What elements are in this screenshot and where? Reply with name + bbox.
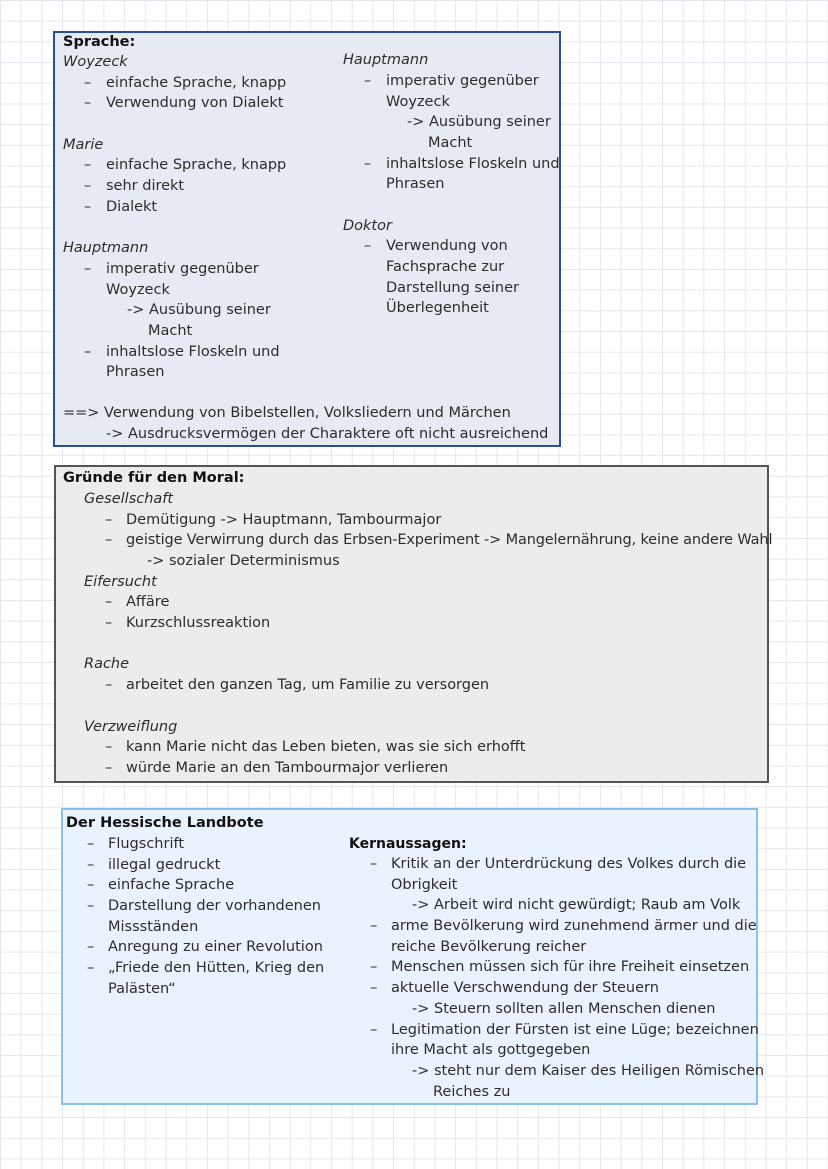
dash: – <box>84 95 92 111</box>
list-item: einfache Sprache <box>108 877 235 893</box>
conclusion: ==> Verwendung von Bibelstellen, Volksliedern und Märchen <box>63 405 511 421</box>
dash: – <box>84 261 92 277</box>
list-item: inhaltslose Floskeln und <box>386 156 560 172</box>
dash: – <box>84 75 92 91</box>
dash: – <box>87 857 95 873</box>
list-item: sehr direkt <box>106 178 185 194</box>
dash: – <box>370 980 378 996</box>
dash: – <box>87 960 95 976</box>
arrow-item-cont: Macht <box>148 323 193 339</box>
dash: – <box>105 760 113 776</box>
landbote-heading: Der Hessische Landbote <box>66 815 264 831</box>
arrow-item: -> Ausübung seiner <box>127 302 271 318</box>
list-item: „Friede den Hütten, Krieg den <box>108 960 325 976</box>
dash: – <box>105 512 113 528</box>
dash: – <box>370 959 378 975</box>
list-item: Legitimation der Fürsten ist eine Lüge; bezeichnen <box>391 1022 759 1038</box>
list-item: geistige Verwirrung durch das Erbsen-Experiment -> Mangelernährung, keine andere Wahl <box>126 532 773 548</box>
arrow-item: -> Ausübung seiner <box>407 114 551 130</box>
arrow-item-cont: Macht <box>428 135 473 151</box>
dash: – <box>364 73 372 89</box>
verzweiflung-title: Verzweiflung <box>84 719 178 735</box>
list-item: Anregung zu einer Revolution <box>108 939 323 955</box>
list-item: imperativ gegenüber <box>386 73 539 89</box>
list-item: einfache Sprache, knapp <box>106 157 287 173</box>
list-item: imperativ gegenüber <box>106 261 259 277</box>
dash: – <box>84 199 92 215</box>
list-item-cont: Palästen“ <box>108 981 176 997</box>
list-item-cont: Obrigkeit <box>391 877 458 893</box>
dash: – <box>105 677 113 693</box>
gruende-heading: Gründe für den Moral: <box>63 470 245 486</box>
woyzeck-title: Woyzeck <box>63 54 128 70</box>
dash: – <box>84 178 92 194</box>
list-item-cont: Missständen <box>108 919 199 935</box>
dash: – <box>370 1022 378 1038</box>
list-item: Darstellung der vorhandenen <box>108 898 321 914</box>
list-item: Dialekt <box>106 199 158 215</box>
list-item: Verwendung von <box>386 238 508 254</box>
dash: – <box>370 918 378 934</box>
hauptmann-title: Hauptmann <box>63 240 149 256</box>
list-item: aktuelle Verschwendung der Steuern <box>391 980 659 996</box>
list-item: arme Bevölkerung wird zunehmend ärmer und die <box>391 918 757 934</box>
kernaussagen-title: Kernaussagen: <box>349 836 467 852</box>
list-item-cont: Phrasen <box>106 364 165 380</box>
conclusion-sub: -> Ausdrucksvermögen der Charaktere oft nicht ausreichend <box>106 426 549 442</box>
list-item-cont: Darstellung seiner <box>386 280 519 296</box>
dash: – <box>87 898 95 914</box>
list-item: Flugschrift <box>108 836 185 852</box>
arrow-item: -> sozialer Determinismus <box>147 553 340 569</box>
dash: – <box>364 238 372 254</box>
arrow-item: -> Arbeit wird nicht gewürdigt; Raub am Volk <box>412 897 741 913</box>
list-item: Demütigung -> Hauptmann, Tambourmajor <box>126 512 442 528</box>
arrow-item: -> steht nur dem Kaiser des Heiligen Römischen <box>412 1063 765 1079</box>
list-item: inhaltslose Floskeln und <box>106 344 280 360</box>
list-item: illegal gedruckt <box>108 857 221 873</box>
dash: – <box>370 856 378 872</box>
eifersucht-title: Eifersucht <box>84 574 157 590</box>
dash: – <box>105 615 113 631</box>
list-item: würde Marie an den Tambourmajor verlieren <box>126 760 449 776</box>
list-item: Kurzschlussreaktion <box>126 615 271 631</box>
marie-title: Marie <box>63 137 104 153</box>
list-item-cont: Phrasen <box>386 176 445 192</box>
list-item-cont: ihre Macht als gottgegeben <box>391 1042 591 1058</box>
list-item: kann Marie nicht das Leben bieten, was sie sich erhofft <box>126 739 526 755</box>
dash: – <box>84 344 92 360</box>
dash: – <box>105 594 113 610</box>
arrow-item-cont: Reiches zu <box>433 1084 511 1100</box>
dash: – <box>87 939 95 955</box>
list-item: Affäre <box>126 594 170 610</box>
list-item: Verwendung von Dialekt <box>106 95 284 111</box>
dash: – <box>84 157 92 173</box>
list-item-cont: Überlegenheit <box>386 300 489 316</box>
dash: – <box>364 156 372 172</box>
dash: – <box>87 877 95 893</box>
list-item-cont: Fachsprache zur <box>386 259 505 275</box>
rache-title: Rache <box>84 656 130 672</box>
list-item: einfache Sprache, knapp <box>106 75 287 91</box>
gesellschaft-title: Gesellschaft <box>84 491 174 507</box>
dash: – <box>105 532 113 548</box>
list-item: Kritik an der Unterdrückung des Volkes durch die <box>391 856 747 872</box>
list-item: arbeitet den ganzen Tag, um Familie zu versorgen <box>126 677 490 693</box>
list-item-cont: Woyzeck <box>386 94 450 110</box>
arrow-item: -> Steuern sollten allen Menschen dienen <box>412 1001 716 1017</box>
dash: – <box>105 739 113 755</box>
list-item-cont: Woyzeck <box>106 282 170 298</box>
sprache-heading: Sprache: <box>63 34 136 50</box>
doktor-title: Doktor <box>343 218 392 234</box>
list-item: Menschen müssen sich für ihre Freiheit einsetzen <box>391 959 750 975</box>
list-item-cont: reiche Bevölkerung reicher <box>391 939 587 955</box>
dash: – <box>87 836 95 852</box>
right-hauptmann-title: Hauptmann <box>343 52 429 68</box>
